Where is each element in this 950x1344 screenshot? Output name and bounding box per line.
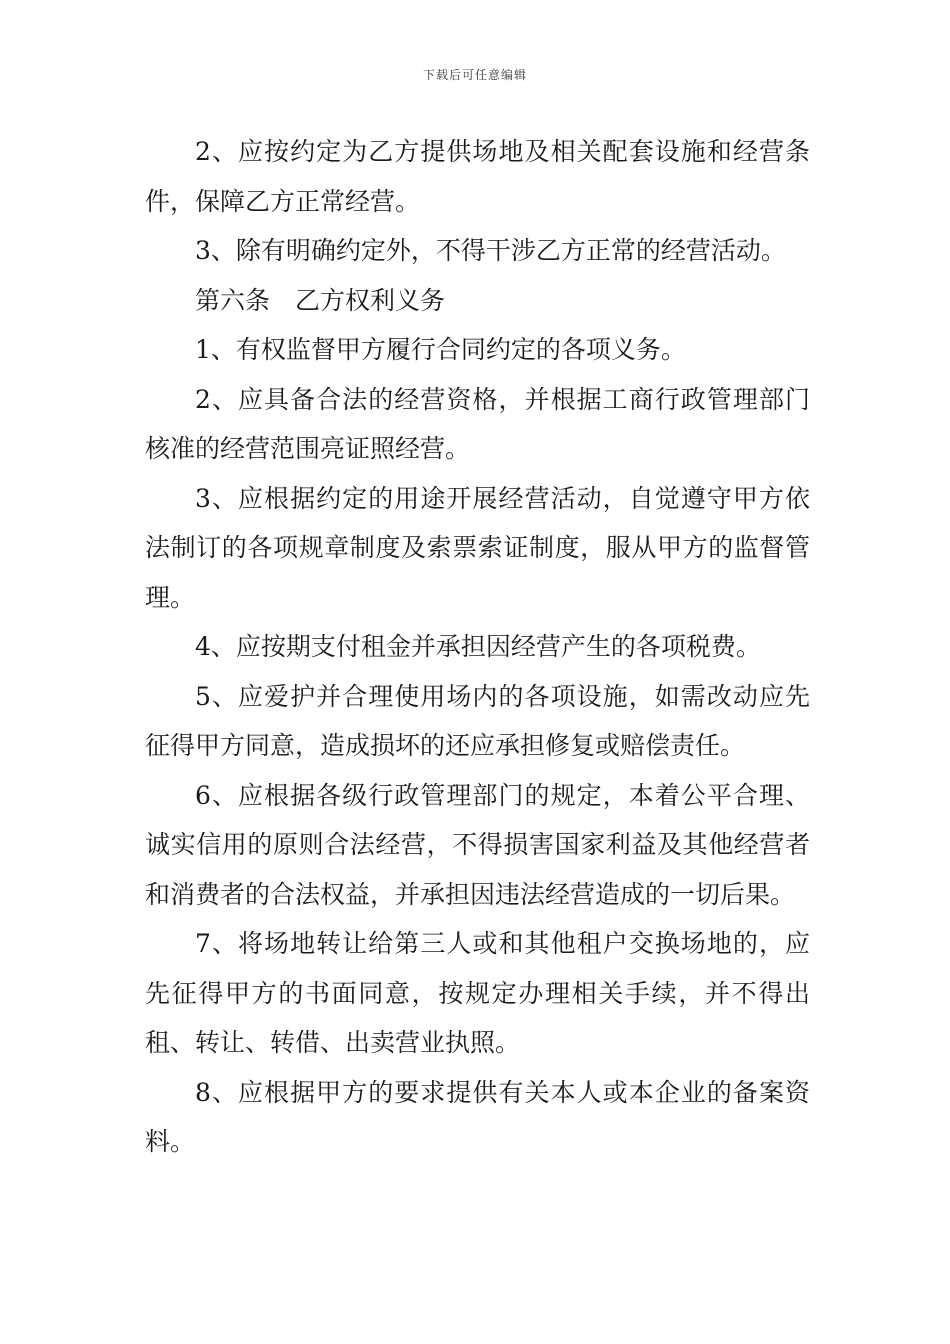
header-note: 下载后可任意编辑 (422, 68, 527, 82)
paragraph-lessee-duty-2: 2、应具备合法的经营资格，并根据工商行政管理部门核准的经营范围亮证照经营。 (145, 384, 810, 463)
paragraph-lessee-duty-5: 5、应爱护并合理使用场内的各项设施，如需改动应先征得甲方同意，造成损坏的还应承担修复或赔偿责任。 (145, 681, 810, 760)
paragraph-lessee-duty-6: 6、应根据各级行政管理部门的规定，本着公平合理、诚实信用的原则合法经营，不得损害国家利益及其他经营者和消费者的合法权益，并承担因违法经营造成的一切后果。 (145, 780, 810, 909)
paragraph-lessee-duty-1: 1、有权监督甲方履行合同约定的各项义务。 (195, 335, 686, 364)
paragraph-lessor-duty-2: 2、应按约定为乙方提供场地及相关配套设施和经营条件，保障乙方正常经营。 (145, 137, 810, 216)
paragraph-lessee-duty-3: 3、应根据约定的用途开展经营活动，自觉遵守甲方依法制订的各项规章制度及索票索证制度，服从甲方的监督管理。 (145, 483, 810, 612)
section-heading-article-6: 第六条 乙方权利义务 (195, 285, 446, 315)
paragraph-lessee-duty-8: 8、应根据甲方的要求提供有关本人或本企业的备案资料。 (145, 1077, 810, 1156)
paragraph-lessor-duty-3: 3、除有明确约定外，不得干涉乙方正常的经营活动。 (195, 236, 786, 265)
document-body (145, 127, 810, 1167)
paragraph-lessee-duty-4: 4、应按期支付租金并承担因经营产生的各项税费。 (195, 632, 761, 661)
paragraph-lessee-duty-7: 7、将场地转让给第三人或和其他租户交换场地的，应先征得甲方的书面同意，按规定办理相关手续，并不得出租、转让、转借、出卖营业执照。 (145, 929, 810, 1057)
